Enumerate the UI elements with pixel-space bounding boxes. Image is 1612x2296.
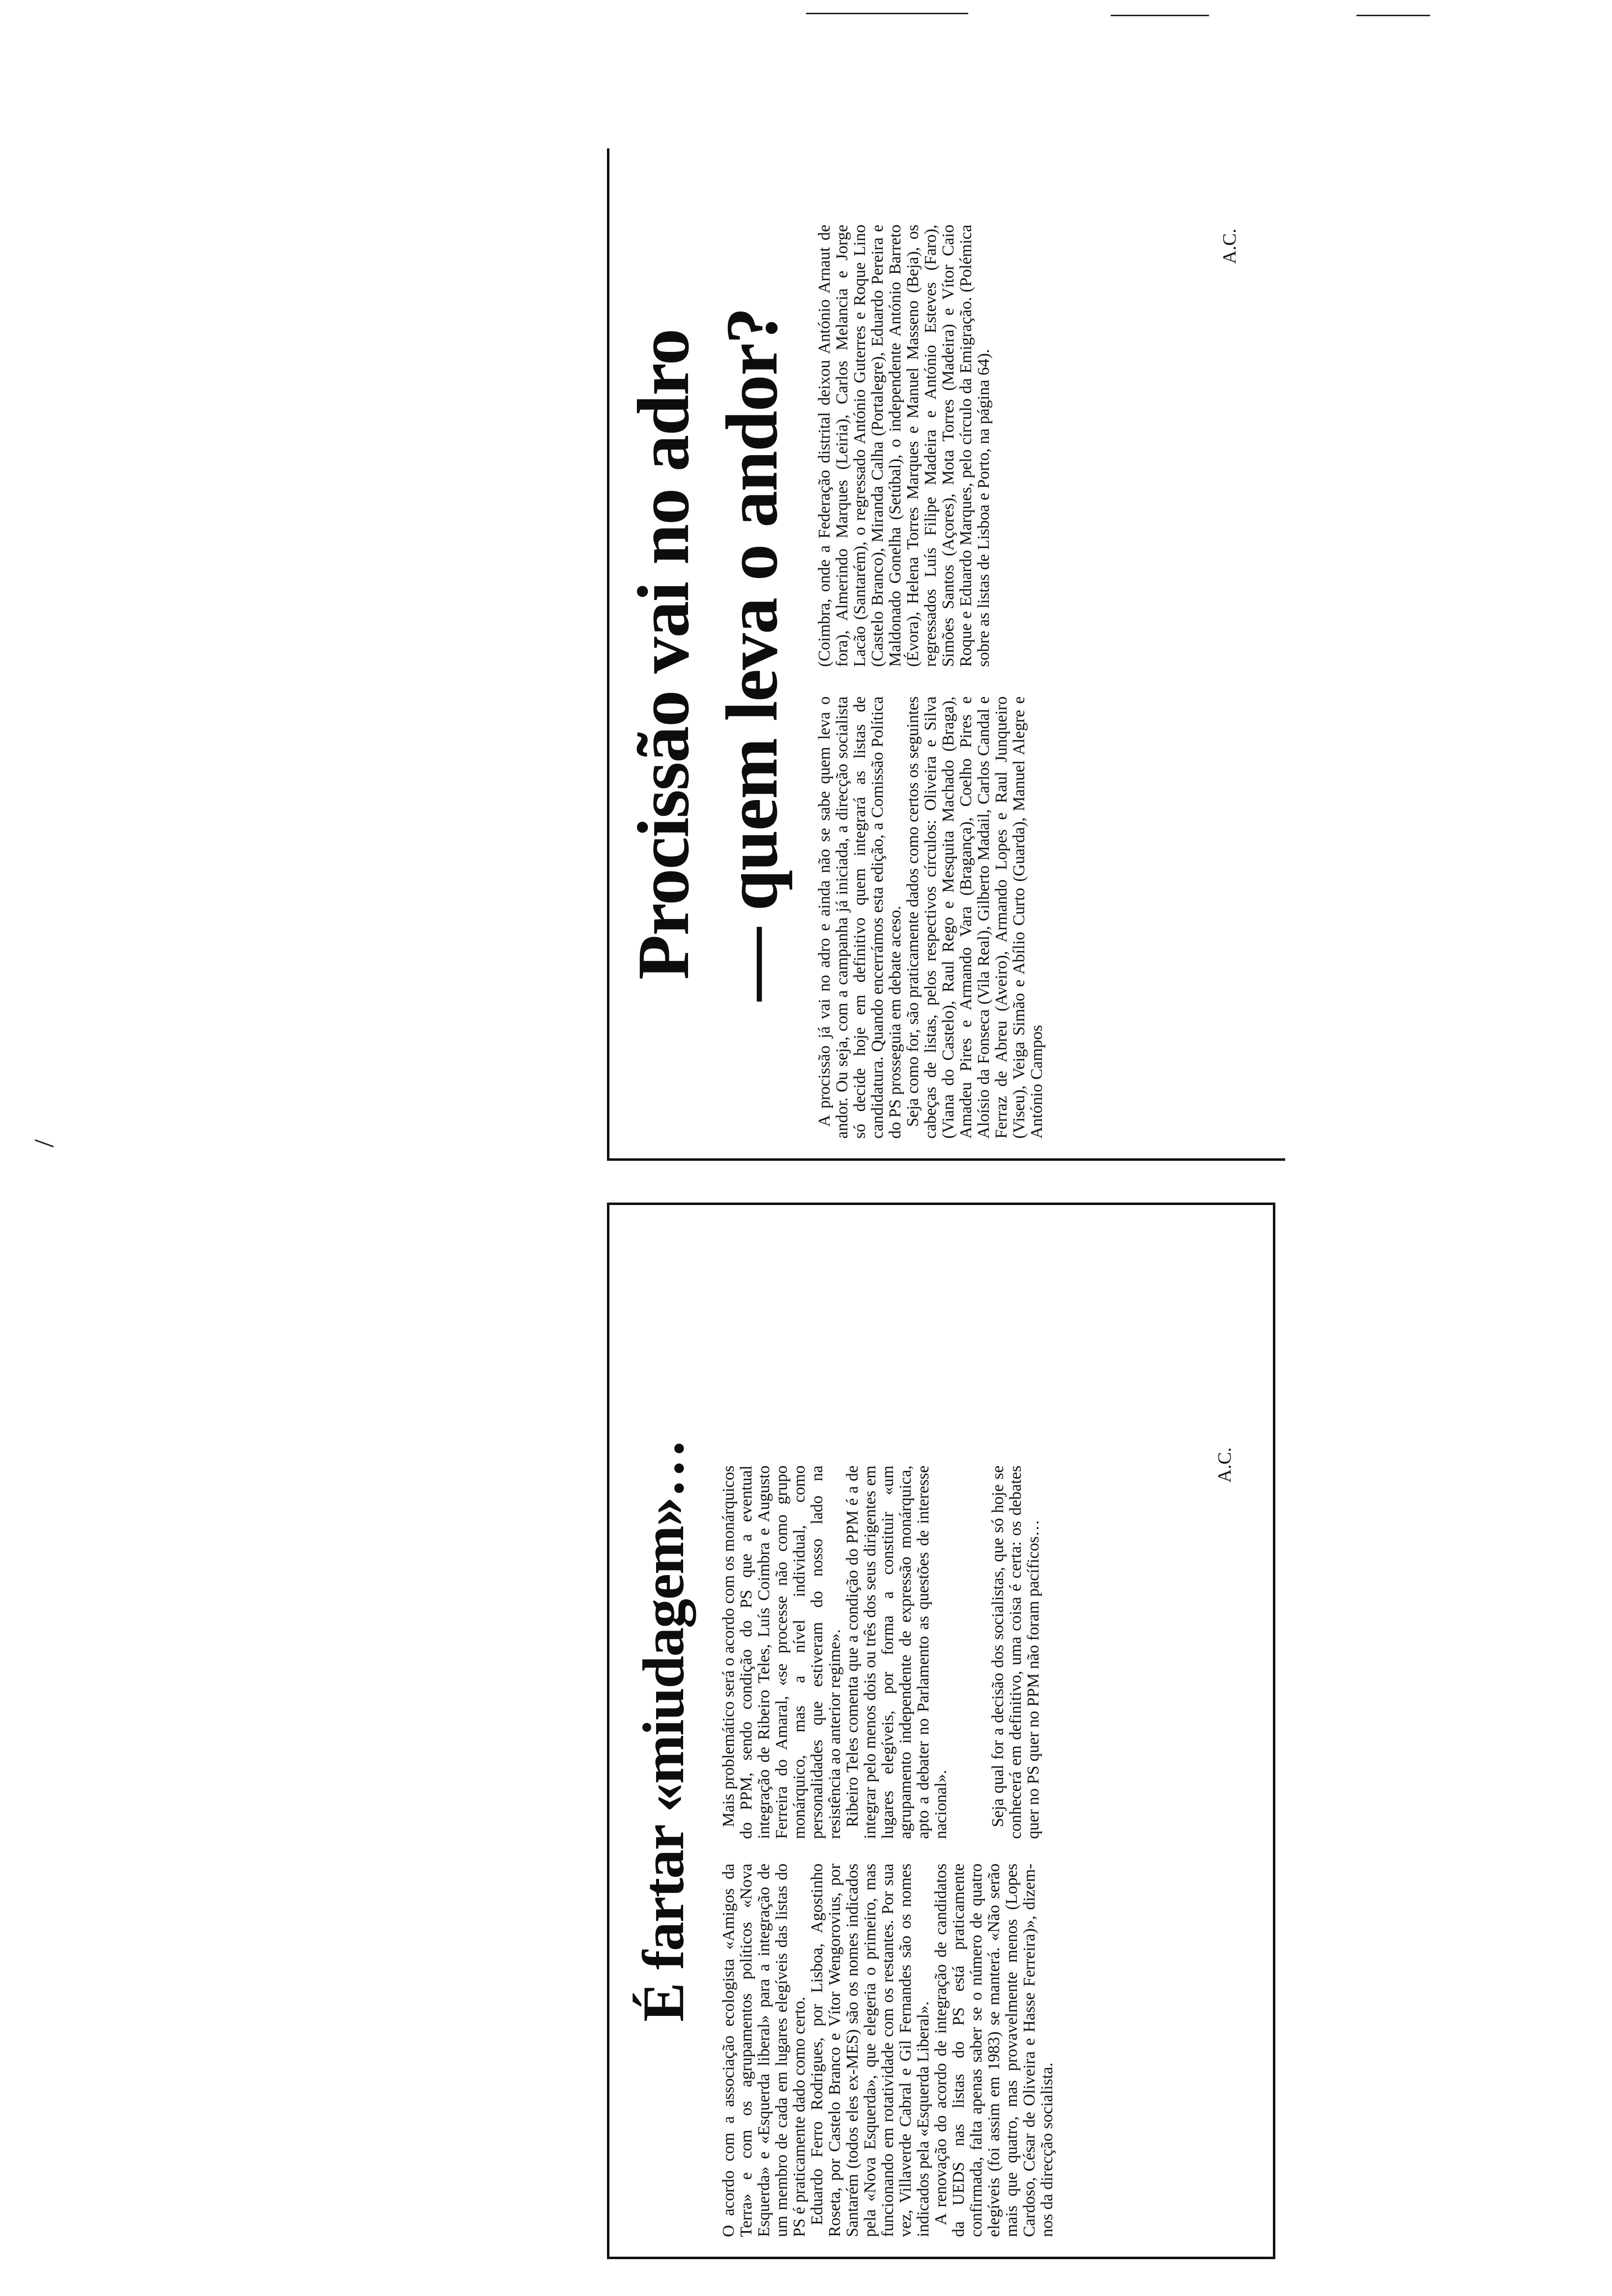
body-columns-procissao [816,166,1268,1139]
paragraph: Seja qual for a decisão dos socialistas, que só hoje se conhecerá em definitivo, uma coisa é certa: os debates quer no PS quer no PPM não foram pacíficos… [989,1465,1042,1839]
article-miudagem [607,1203,1275,2259]
column-2 [816,225,993,667]
paragraph: Ribeiro Teles comenta que a condição do PPM é a de integrar pelo menos dois ou três dos seus dirigentes em lugares elegíveis, por forma a constituir «um agrupamento independente de expressão monárquica, apto a debater no Parlamento as questões de interesse nacional». [843,1465,950,1839]
column-2 [720,1465,1042,1839]
paragraph: (Coimbra, onde a Federação distrital deixou António Arnaut de fora), Almerindo Marques (Leiria), Carlos Melancia e Jorge Lacão (Santarém), o regressado António Guterres e Roque Lino (Castelo Branco), Miranda Calha (Portalegre), Eduardo Pereira e Maldonado Gonelha (Setúbal), o independente António Barreto (Évora), Helena Torres Marques e Manuel Masseno (Beja), os regressados Luís Filipe Madeira e António Esteves (Faro), Simões Santos (Açores), Mota Torres (Madeira) e Vítor Caio Roque e Eduardo Marques, pelo círculo da Emigração. (Polémica sobre as listas de Lisboa e Porto, na página 64). [815,225,993,667]
body-columns-miudagem [720,1225,1251,2237]
column-1 [816,696,1046,1139]
article-procissao [607,148,1285,1161]
paragraph: Eduardo Ferro Rodrigues, por Lisboa, Agostinho Roseta, por Castelo Branco e Vítor Wengorovius, por Santarém (todos eles ex-MES) são os nomes indicados pela «Nova Esquerda», que elegeria o primeiro, mas funcionando em rotatividade com os restantes. Por sua vez, Villaverde Cabral e Gil Fernandes são os nomes indicados pela «Esquerda Liberal». [808,1864,932,2237]
headline-line-2: — quem leva o andor? [711,308,793,1002]
paragraph: A renovação do acordo de integração de candidatos da UEDS nas listas do PS está praticamente confirmada, falta apenas saber se o número de quatro elegíveis (foi assim em 1983) se manterá. «Não serão mais que quatro, mas provavelmente menos (Lopes Cardoso, César de Oliveira e Hasse Ferreira)», dizem-nos da direcção socialista. [932,1864,1056,2237]
signature: A.C. [1214,1447,1235,1483]
paragraph: Mais problemático será o acordo com os monárquicos do PPM, sendo condição do PS que a eventual integração de Ribeiro Teles, Luís Coimbra e Augusto Ferreira do Amaral, «se processe não como grupo monárquico, mas a nível individual, como personalidades que estiveram do nosso lado na resistência ao anterior regime». [720,1465,844,1839]
signature: A.C. [1219,229,1240,264]
paragraph: A procissão já vai no adro e ainda não se sabe quem leva o andor. Ou seja, com a campanha já iniciada, a direcção socialista só decide hoje em definitivo quem integrará as listas de candidatura. Quando encerrámos esta edição, a Comissão Política do PS prosseguia em debate aceso. [815,696,904,1139]
column-1 [720,1864,1056,2237]
headline-miudagem: É fartar «miudagem»… [631,1439,696,2022]
paragraph: O acordo com a associação ecologista «Amigos da Terra» e com os agrupamentos políticos «Nova Esquerda» e «Esquerda liberal» para a integração de um membro de cada em lugares elegíveis das listas do PS é praticamente dado como certo. [720,1864,808,2237]
paragraph: Seja como for, são praticamente dados como certos os seguintes cabeças de listas, pelos respectivos círculos: Oliveira e Silva (Viana do Castelo), Raul Rego e Mesquita Machado (Braga), Amadeu Pires e Armando Vara (Bragança), Coelho Pires e Aloísio da Fonseca (Vila Real), Gilberto Madail, Carlos Candal e Ferraz de Abreu (Aveiro), Armando Lopes e Raul Junqueiro (Viseu), Veiga Simão e Abílio Curto (Guarda), Manuel Alegre e António Campos [904,696,1046,1139]
headline-line-1: Procissão vai no adro [623,329,704,980]
